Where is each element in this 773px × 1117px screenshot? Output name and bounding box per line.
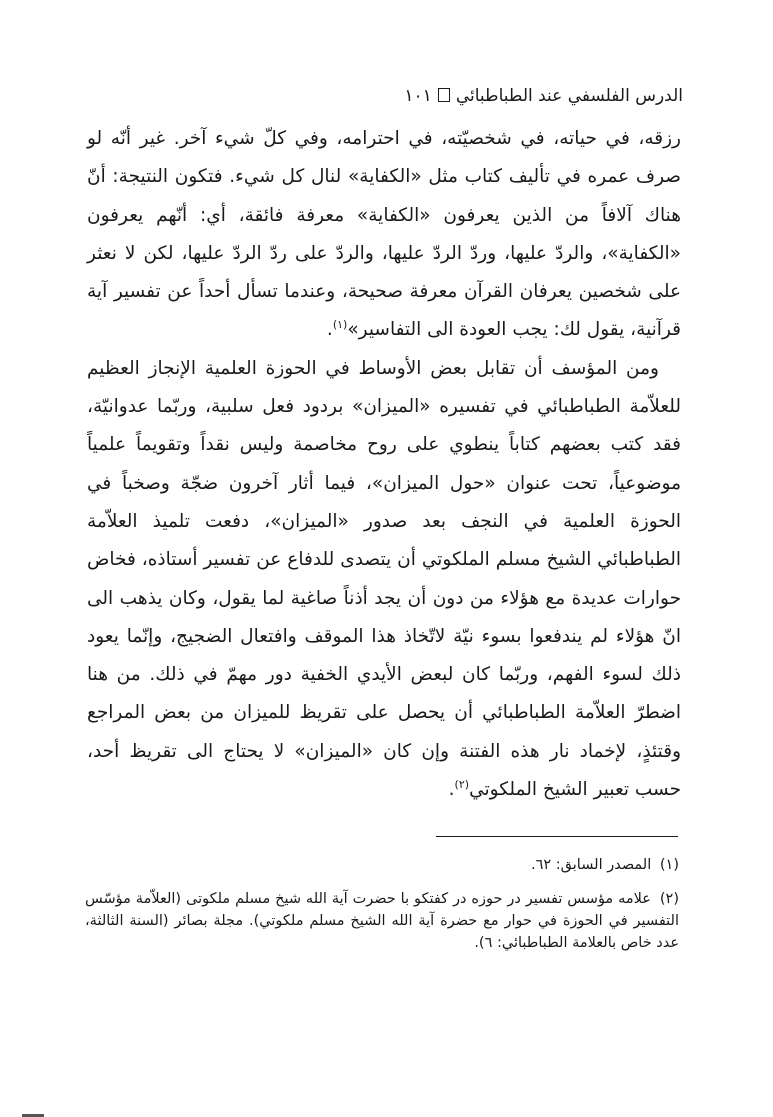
footnotes <box>85 854 679 966</box>
body-text <box>87 120 681 809</box>
footnote-ref-2: (٢) <box>454 777 470 791</box>
paragraph-2 <box>87 350 681 810</box>
footnote-1-text: المصدر السابق: ٦٢. <box>531 857 652 873</box>
paragraph-1-end: . <box>326 319 333 341</box>
footnote-1 <box>85 854 679 876</box>
paragraph-1 <box>87 120 681 350</box>
header-title: الدرس الفلسفي عند الطباطبائي <box>455 86 683 106</box>
running-header <box>404 84 683 108</box>
paragraph-2-end: . <box>448 779 455 801</box>
footnote-2 <box>85 888 679 954</box>
footnote-1-number: (١) <box>659 857 679 873</box>
footnote-ref-1: (١) <box>332 318 348 332</box>
footnote-2-number: (٢) <box>659 891 679 907</box>
footnote-2-text: علامه مؤسس تفسير در حوزه در كفتكو با حضرت آية الله شيخ مسلم ملكوتى (العلاّمة مؤسّس التفسير في الحوزة في حوار مع حضرة آية الله الشيخ مسلم ملكوتي). مجلة بصائر (السنة الثالثة، عدد خاص بالعلامة الطباطبائي: ٦). <box>85 891 679 951</box>
paragraph-1-text: رزقه، في حياته، في شخصيّته، في احترامه، وفي كلّ شيء آخر. غير أنّه لو صرف عمره في تأليف كتاب مثل «الكفاية» لنال كل شيء. فتكون النتيجة: أنّ هناك آلافاً من الذين يعرفون «الكفاية» معرفة فائقة، أي: أنّهم يعرفون «الكفاية»، والردّ عليها، وردّ الردّ عليها، والردّ على ردّ الردّ عليها، لكن لا نعثر على شخصين يعرفان القرآن معرفة صحيحة، وعندما تسأل أحداً عن تفسير آية قرآنية، يقول لك: يجب العودة الى التفاسير» <box>87 128 681 341</box>
square-ornament-icon <box>438 88 450 102</box>
page-number: ١٠١ <box>404 86 432 106</box>
paragraph-2-text: ومن المؤسف أن تقابل بعض الأوساط في الحوزة العلمية الإنجاز العظيم للعلاّمة الطباطبائي في تفسيره «الميزان» بردود فعل سلبية، وربّما عدوانيّة، فقد كتب بعضهم كتاباً ينطوي على روح مخاصمة وليس نقداً وتقويماً علمياً موضوعياً، تحت عنوان «حول الميزان»، فيما أثار آخرون ضجّة وصخباً في الحوزة العلمية في النجف بعد صدور «الميزان»، دفعت تلميذ العلاّمة الطباطبائي الشيخ مسلم الملكوتي أن يتصدى للدفاع عن تفسير أستاذه، فخاض حوارات عديدة مع هؤلاء من دون أن يجد أذناً صاغية لما يقول، وكان يذهب الى انّ هؤلاء لم يندفعوا بسوء نيّة لاتّخاذ هذا الموقف وافتعال الضجيج، وإنّما يعود ذلك لسوء الفهم، وربّما كان لبعض الأيدي الخفية دور مهمّ في ذلك. من هنا اضطرّ العلاّمة الطباطبائي أن يحصل على تقريظ للميزان من بعض المراجع وقتئذٍ، لإخماد نار هذه الفتنة وإن كان «الميزان» لا يحتاج الى تقريظ أحد، حسب تعبير الشيخ الملكوتي <box>87 357 681 801</box>
footnote-divider <box>436 836 678 837</box>
